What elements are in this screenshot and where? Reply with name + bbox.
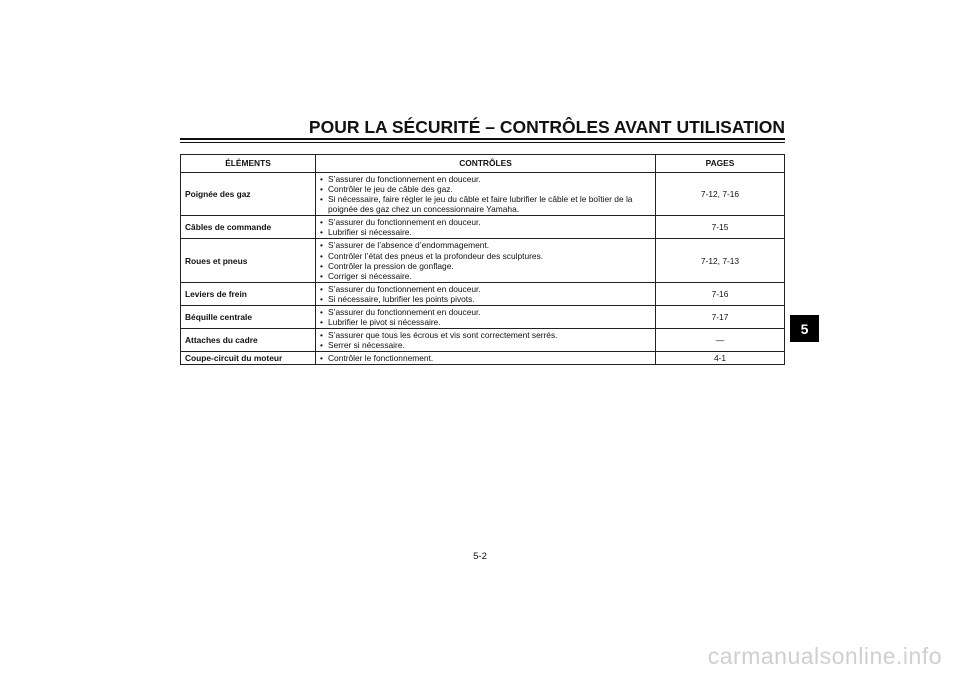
item-cell: Attaches du cadre — [181, 329, 316, 352]
table-row — [181, 173, 785, 216]
item-cell: Câbles de commande — [181, 216, 316, 239]
item-cell: Roues et pneus — [181, 239, 316, 282]
table-row — [181, 216, 785, 239]
page-number: 5-2 — [473, 551, 487, 562]
control-item: • S’assurer que tous les écrous et vis sont correctement serrés. — [320, 330, 651, 340]
item-cell: Poignée des gaz — [181, 173, 316, 216]
control-item: • Lubrifier si nécessaire. — [320, 227, 651, 237]
chapter-tab: 5 — [790, 315, 819, 342]
control-item: • S’assurer du fonctionnement en douceur. — [320, 307, 651, 317]
title-rule — [180, 138, 785, 143]
pages-cell: 7-17 — [656, 305, 785, 328]
control-item: • S’assurer du fonctionnement en douceur. — [320, 217, 651, 227]
pages-cell: 4-1 — [656, 352, 785, 365]
control-item: • Serrer si nécessaire. — [320, 340, 651, 350]
item-cell: Coupe-circuit du moteur — [181, 352, 316, 365]
page-title: POUR LA SÉCURITÉ – CONTRÔLES AVANT UTILISATION — [308, 117, 785, 137]
item-cell: Béquille centrale — [181, 305, 316, 328]
control-item: • Contrôler le jeu de câble des gaz. — [320, 184, 651, 194]
controls-list — [320, 307, 651, 327]
controls-cell — [316, 352, 656, 365]
header-items: ÉLÉMENTS — [181, 155, 316, 173]
control-item: • Corriger si nécessaire. — [320, 271, 651, 281]
control-item: • S’assurer du fonctionnement en douceur. — [320, 284, 651, 294]
pages-cell: — — [656, 329, 785, 352]
control-item: • Contrôler la pression de gonflage. — [320, 261, 651, 271]
table-row — [181, 282, 785, 305]
control-item: • Contrôler le fonctionnement. — [320, 353, 651, 363]
control-item: • S’assurer de l’absence d’endommagement. — [320, 240, 651, 250]
controls-cell — [316, 305, 656, 328]
controls-cell — [316, 282, 656, 305]
controls-cell — [316, 239, 656, 282]
controls-cell — [316, 173, 656, 216]
pages-cell: 7-12, 7-13 — [656, 239, 785, 282]
table-header-row — [181, 155, 785, 173]
control-item: • Lubrifier le pivot si nécessaire. — [320, 317, 651, 327]
controls-list — [320, 284, 651, 304]
pages-cell: 7-16 — [656, 282, 785, 305]
controls-list — [320, 240, 651, 280]
watermark: carmanualsonline.info — [707, 643, 942, 669]
table-row — [181, 329, 785, 352]
table-row — [181, 239, 785, 282]
control-item: • Si nécessaire, faire régler le jeu du câble et faire lubrifier le câble et le boîtier de la poignée des gaz chez un concessionnaire Yamaha. — [320, 194, 651, 214]
controls-list — [320, 353, 651, 363]
table-body — [181, 173, 785, 365]
controls-list — [320, 174, 651, 214]
control-item: • S’assurer du fonctionnement en douceur. — [320, 174, 651, 184]
item-cell: Leviers de frein — [181, 282, 316, 305]
controls-list — [320, 217, 651, 237]
pages-cell: 7-15 — [656, 216, 785, 239]
header-controls: CONTRÔLES — [316, 155, 656, 173]
controls-cell — [316, 329, 656, 352]
control-item: • Contrôler l’état des pneus et la profondeur des sculptures. — [320, 251, 651, 261]
control-item: • Si nécessaire, lubrifier les points pivots. — [320, 294, 651, 304]
controls-list — [320, 330, 651, 350]
table-row — [181, 352, 785, 365]
controls-cell — [316, 216, 656, 239]
pages-cell: 7-12, 7-16 — [656, 173, 785, 216]
checks-table — [180, 154, 785, 365]
table-row — [181, 305, 785, 328]
header-pages: PAGES — [656, 155, 785, 173]
